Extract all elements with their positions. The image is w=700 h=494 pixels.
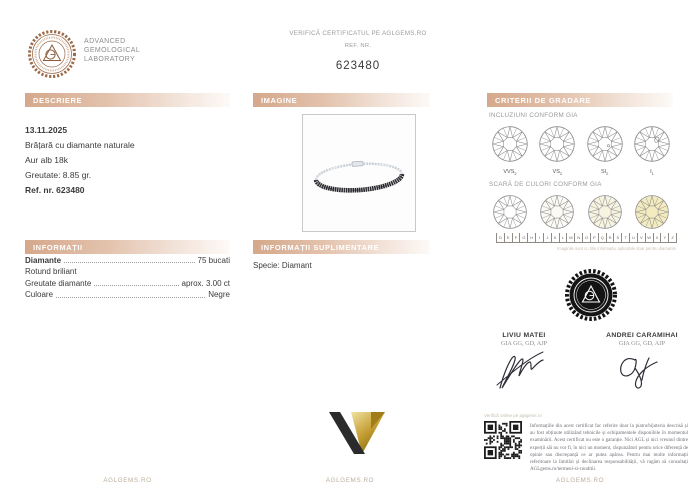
dotted-leader [94,285,178,286]
signer-credentials: GIA GG, GD, AJP [500,340,548,347]
clarity-grade-label: $VS_2$ [552,169,563,177]
signer-name: LIVIU MATEI [502,332,546,339]
color-scale-letter: O [582,233,590,242]
info-value: 75 bucati [197,255,230,265]
clarity-grade-label: $I_1$ [650,169,654,177]
descriere-line: Brățară cu diamante naturale [25,140,135,150]
color-grade-cell [536,194,578,235]
color-scale-letter: Z [668,233,676,242]
brand-line: ADVANCED [84,38,126,45]
color-scale-letter: G [519,233,527,242]
diamond-color-icon [634,194,670,230]
brand-line: GEMOLOGICAL [84,47,141,54]
descriere-block [25,123,135,198]
agl-brand-seal-icon [26,26,78,82]
scale-note: Imaginile sunt cu titlu informativ, aplicabile doar pentru diamante [557,246,676,251]
disclaimer-text: Informațiile din acest certificat fac referire doar la piatra/bijuteria descrisă și au fost obținute utilizând tehnicile și echipamentele disponibile în momentul examinării. Acest certificat nu este o garanție. Nici AGL și nici vreunul dintre experții săi nu vor fi, în nici un moment, răspunzători pentru orice diferență de opinie sau discrepanță ce ar putea apărea. Pentru mai multe informații referitoare la limitări și declinarea responsabilității, vă rugăm să consultați AGLgems.ro/termeni-si-conditii. [530,424,688,473]
clarity-grade-label: $VVS_2$ [503,169,517,177]
v-monogram-logo [327,410,387,456]
signer-name: ANDREI CARAMIHAI [606,332,678,339]
section-title-imagine: IMAGINE [253,93,430,107]
color-scale-letter: X [653,233,661,242]
section-title-suplimentare: INFORMAȚII SUPLIMENTARE [253,240,430,254]
color-scale-letter: W [645,233,653,242]
info-label: Diamante [25,255,62,265]
agl-black-seal-icon [564,268,618,322]
color-grade-cell [489,194,531,235]
color-scale-letter: D [496,233,504,242]
signer-credentials: GIA GG, GD, AJP [618,340,666,347]
diamond-clarity-icon [538,125,576,163]
specie-line: Specie: Diamant [253,261,312,270]
informatii-block [25,253,230,299]
color-scale-letter: Y [660,233,668,242]
verify-text: VERIFICĂ CERTIFICATUL PE AGLGEMS.RO [289,30,427,37]
info-label: Culoare [25,290,54,299]
color-scale-letter: H [527,233,535,242]
clarity-grade-cell [631,125,673,176]
info-row [25,276,230,288]
gia-color-scale-ruler [496,233,677,243]
color-diagram-row [489,194,673,235]
section-title-descriere: DESCRIERE [25,93,230,107]
section-title-criterii: CRITERII DE GRADARE [487,93,673,107]
qr-caption: Verifică online pe aglgems.ro [484,413,542,418]
qr-code [484,421,522,459]
diamond-clarity-icon [633,125,671,163]
info-label: Rotund briliant [25,267,77,276]
diamond-color-icon [587,194,623,230]
header-center [240,30,476,72]
diamond-clarity-icon [491,125,529,163]
bracelet-image [303,115,415,231]
color-grade-cell [584,194,626,235]
clarity-grade-label: $SI_2$ [600,169,609,177]
diamond-color-icon [492,194,528,230]
footer-site-right: AGLGEMS.RO [555,477,605,484]
cert-date: 13.11.2025 [25,125,68,135]
dotted-leader [64,262,195,263]
color-scale-letter: E [504,233,512,242]
color-scale-letter: N [574,233,582,242]
brand-name [84,37,140,64]
color-grade-cell [631,194,673,235]
descriere-line: Aur alb 18k [25,155,68,165]
info-row [25,253,230,265]
color-scale-letter: L [559,233,567,242]
handwritten-signature [611,347,673,391]
color-scale-letter: S [613,233,621,242]
color-scale-letter: U [629,233,637,242]
descriere-line: Greutate: 8.85 gr. [25,170,92,180]
descriere-ref: Ref. nr. 623480 [25,185,85,195]
info-value: aprox. 3.00 ct [181,278,230,288]
info-row [25,265,230,277]
handwritten-signature [493,347,555,391]
color-scale-letter: I [535,233,543,242]
clarity-diagram-row [489,125,673,176]
color-scale-letter: J [543,233,551,242]
diamond-clarity-icon [586,125,624,163]
signature-block-left [482,332,566,396]
ref-number: 623480 [335,60,381,72]
brand-line: LABORATORY [84,56,136,63]
dotted-leader [56,297,205,298]
info-value: Negre [208,290,230,299]
incluziuni-label: INCLUZIUNI CONFORM GIA [489,112,578,119]
signature-block-right [600,332,684,396]
footer-site-left: AGLGEMS.RO [103,477,152,484]
color-scale-letter: T [621,233,629,242]
ref-label: REF. NR. [344,43,372,49]
diamond-color-icon [539,194,575,230]
color-scale-letter: K [551,233,559,242]
section-title-informatii: INFORMAȚII [25,240,230,254]
clarity-grade-cell [489,125,531,176]
clarity-grade-cell [536,125,578,176]
clarity-grade-cell [584,125,626,176]
color-scale-letter: F [512,233,520,242]
color-scale-letter: V [637,233,645,242]
info-label: Greutate diamante [25,278,92,288]
footer-site-center: AGLGEMS.RO [325,477,375,484]
color-scale-letter: M [566,233,574,242]
info-row [25,288,230,300]
color-scale-letter: P [590,233,598,242]
jewelry-photo [302,114,416,232]
color-scale-letter: R [606,233,614,242]
color-scale-letter: Q [598,233,606,242]
culori-label: SCARĂ DE CULORI CONFORM GIA [489,181,602,188]
